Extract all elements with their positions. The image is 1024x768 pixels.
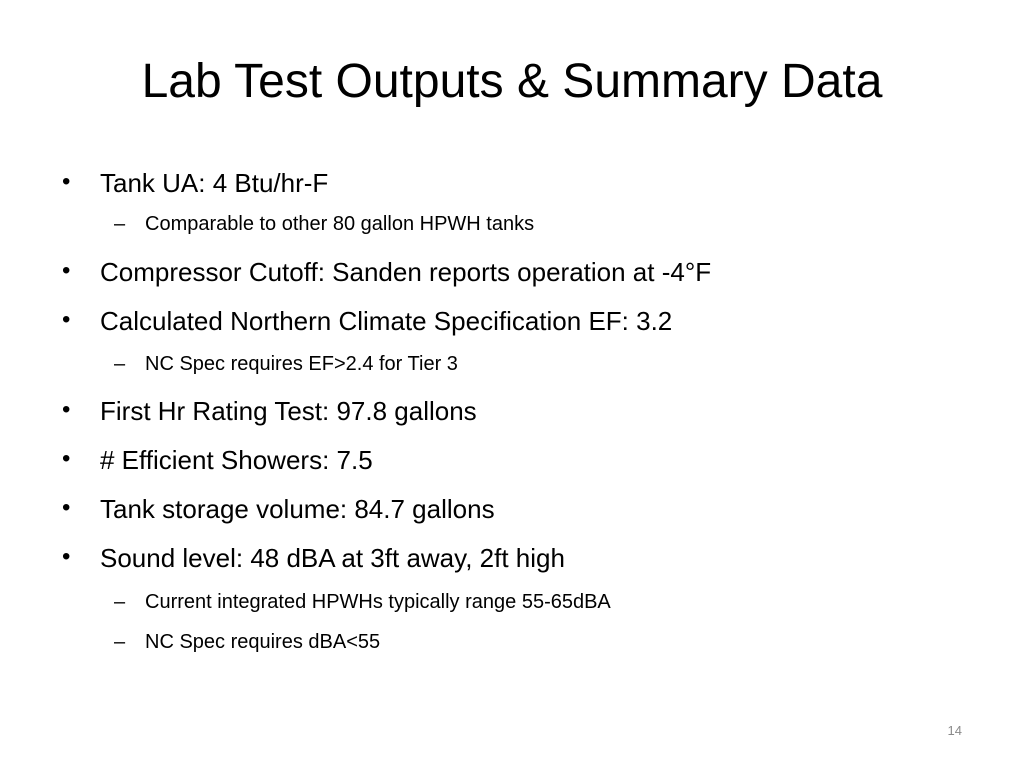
bullet-text: First Hr Rating Test: 97.8 gallons [100,396,477,426]
bullet-text: # Efficient Showers: 7.5 [100,445,373,475]
bullet-item [62,447,373,473]
bullet-marker: • [62,168,71,195]
sub-bullet-text: NC Spec requires dBA<55 [145,631,381,653]
sub-bullet-text: Comparable to other 80 gallon HPWH tanks [145,213,535,235]
sub-bullet-item [62,632,380,652]
bullet-marker: • [62,306,71,333]
bullet-item [62,259,711,285]
sub-bullet-marker: – [114,591,126,613]
bullet-text: Calculated Northern Climate Specification EF: 3.2 [100,306,673,336]
bullet-item [62,308,672,334]
bullet-text: Sound level: 48 dBA at 3ft away, 2ft high [100,543,565,573]
bullet-text: Compressor Cutoff: Sanden reports operation at -4°F [100,257,712,287]
bullet-item [62,496,495,522]
bullet-item [62,170,328,196]
bullet-marker: • [62,494,71,521]
bullet-text: Tank UA: 4 Btu/hr-F [100,168,329,198]
bullet-marker: • [62,396,71,423]
bullet-item [62,545,565,571]
bullet-item [62,398,477,424]
sub-bullet-marker: – [114,631,126,653]
slide-title: Lab Test Outputs & Summary Data [141,55,883,108]
bullet-marker: • [62,257,71,284]
sub-bullet-item [62,592,611,612]
bullet-marker: • [62,543,71,570]
page-number: 14 [947,723,962,738]
sub-bullet-text: NC Spec requires EF>2.4 for Tier 3 [145,353,458,375]
sub-bullet-text: Current integrated HPWHs typically range 55-65dBA [145,591,611,613]
sub-bullet-marker: – [114,213,126,235]
bullet-text: Tank storage volume: 84.7 gallons [100,494,495,524]
sub-bullet-item [62,214,534,234]
sub-bullet-item [62,354,458,374]
bullet-marker: • [62,445,71,472]
sub-bullet-marker: – [114,353,126,375]
